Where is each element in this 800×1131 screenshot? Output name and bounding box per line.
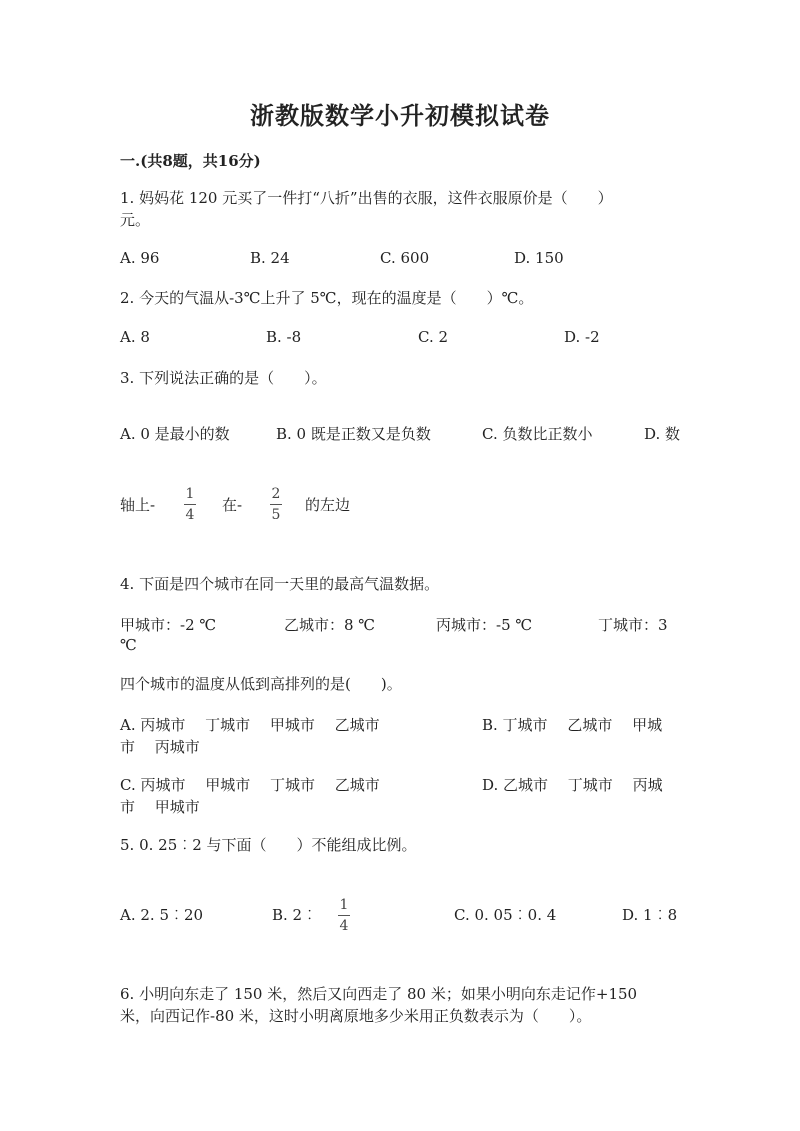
question-4-option-a[interactable]: A. 丙城市 丁城市 甲城市 乙城市 (120, 716, 380, 734)
question-1-line-1: 1. 妈妈花 120 元买了一件打“八折”出售的衣服，这件衣服原价是（ ） (120, 189, 613, 207)
city-ding: 丁城市：3 (598, 616, 668, 634)
city-jia: 甲城市：-2 ℃ (120, 616, 217, 634)
question-3-option-d[interactable]: D. 数 (644, 425, 681, 443)
question-4-option-c[interactable]: C. 丙城市 甲城市 丁城市 乙城市 (120, 776, 380, 794)
fraction-bar (338, 915, 350, 916)
question-3-option-b[interactable]: B. 0 既是正数又是负数 (276, 425, 431, 443)
question-2-option-c[interactable]: C. 2 (418, 328, 449, 346)
fraction-numerator: 2 (271, 486, 281, 502)
question-4-option-b-cont: 市 丙城市 (120, 738, 200, 756)
question-6-line-1: 6. 小明向东走了 150 米，然后又向西走了 80 米；如果小明向东走记作+150 (120, 985, 638, 1003)
city-yi: 乙城市：8 ℃ (284, 616, 376, 634)
question-2-option-d[interactable]: D. -2 (564, 328, 600, 346)
fraction-one-quarter-b (338, 897, 350, 934)
question-1-option-a[interactable]: A. 96 (120, 249, 160, 267)
fraction-denominator: 4 (185, 507, 195, 523)
question-4-option-d[interactable]: D. 乙城市 丁城市 丙城 (482, 776, 663, 794)
page-title: 浙教版数学小升初模拟试卷 (250, 101, 550, 130)
question-5-option-c[interactable]: C. 0. 05︰0. 4 (454, 906, 557, 924)
question-3-option-d-cont-1: 轴上- (120, 496, 156, 514)
question-4-text: 4. 下面是四个城市在同一天里的最高气温数据。 (120, 575, 440, 593)
question-5-option-a[interactable]: A. 2. 5︰20 (120, 906, 204, 924)
question-5-option-d[interactable]: D. 1︰8 (622, 906, 678, 924)
fraction-bar (184, 504, 196, 505)
question-4-question: 四个城市的温度从低到高排列的是( )。 (120, 675, 402, 693)
fraction-one-quarter (184, 486, 196, 523)
question-2-option-a[interactable]: A. 8 (120, 328, 150, 346)
question-2-text: 2. 今天的气温从-3℃上升了 5℃，现在的温度是（ ）℃。 (120, 289, 534, 307)
question-1-option-c[interactable]: C. 600 (380, 249, 430, 267)
fraction-numerator: 1 (339, 897, 349, 913)
question-1-option-d[interactable]: D. 150 (514, 249, 564, 267)
question-6-line-2: 米，向西记作-80 米，这时小明离原地多少米用正负数表示为（ ）。 (120, 1007, 592, 1025)
fraction-two-fifths (270, 486, 282, 523)
question-3-option-c[interactable]: C. 负数比正数小 (482, 425, 593, 443)
fraction-bar (270, 504, 282, 505)
fraction-denominator: 5 (271, 507, 281, 523)
fraction-denominator: 4 (339, 918, 349, 934)
question-4-option-b[interactable]: B. 丁城市 乙城市 甲城 (482, 716, 663, 734)
question-3-option-a[interactable]: A. 0 是最小的数 (120, 425, 230, 443)
question-2-option-b[interactable]: B. -8 (266, 328, 302, 346)
section-heading: 一.(共8题，共16分) (120, 152, 261, 170)
question-1-line-2: 元。 (120, 211, 151, 229)
question-5-option-b[interactable]: B. 2︰ (272, 906, 318, 924)
question-3-option-d-cont-2: 在- (222, 496, 243, 514)
question-4-option-d-cont: 市 甲城市 (120, 798, 200, 816)
fraction-numerator: 1 (185, 486, 195, 502)
question-3-text: 3. 下列说法正确的是（ ）。 (120, 369, 327, 387)
city-ding-unit: ℃ (120, 636, 137, 654)
city-bing: 丙城市：-5 ℃ (436, 616, 533, 634)
question-3-option-d-cont-3: 的左边 (305, 496, 351, 514)
question-5-text: 5. 0. 25︰2 与下面（ ）不能组成比例。 (120, 836, 417, 854)
question-1-option-b[interactable]: B. 24 (250, 249, 290, 267)
